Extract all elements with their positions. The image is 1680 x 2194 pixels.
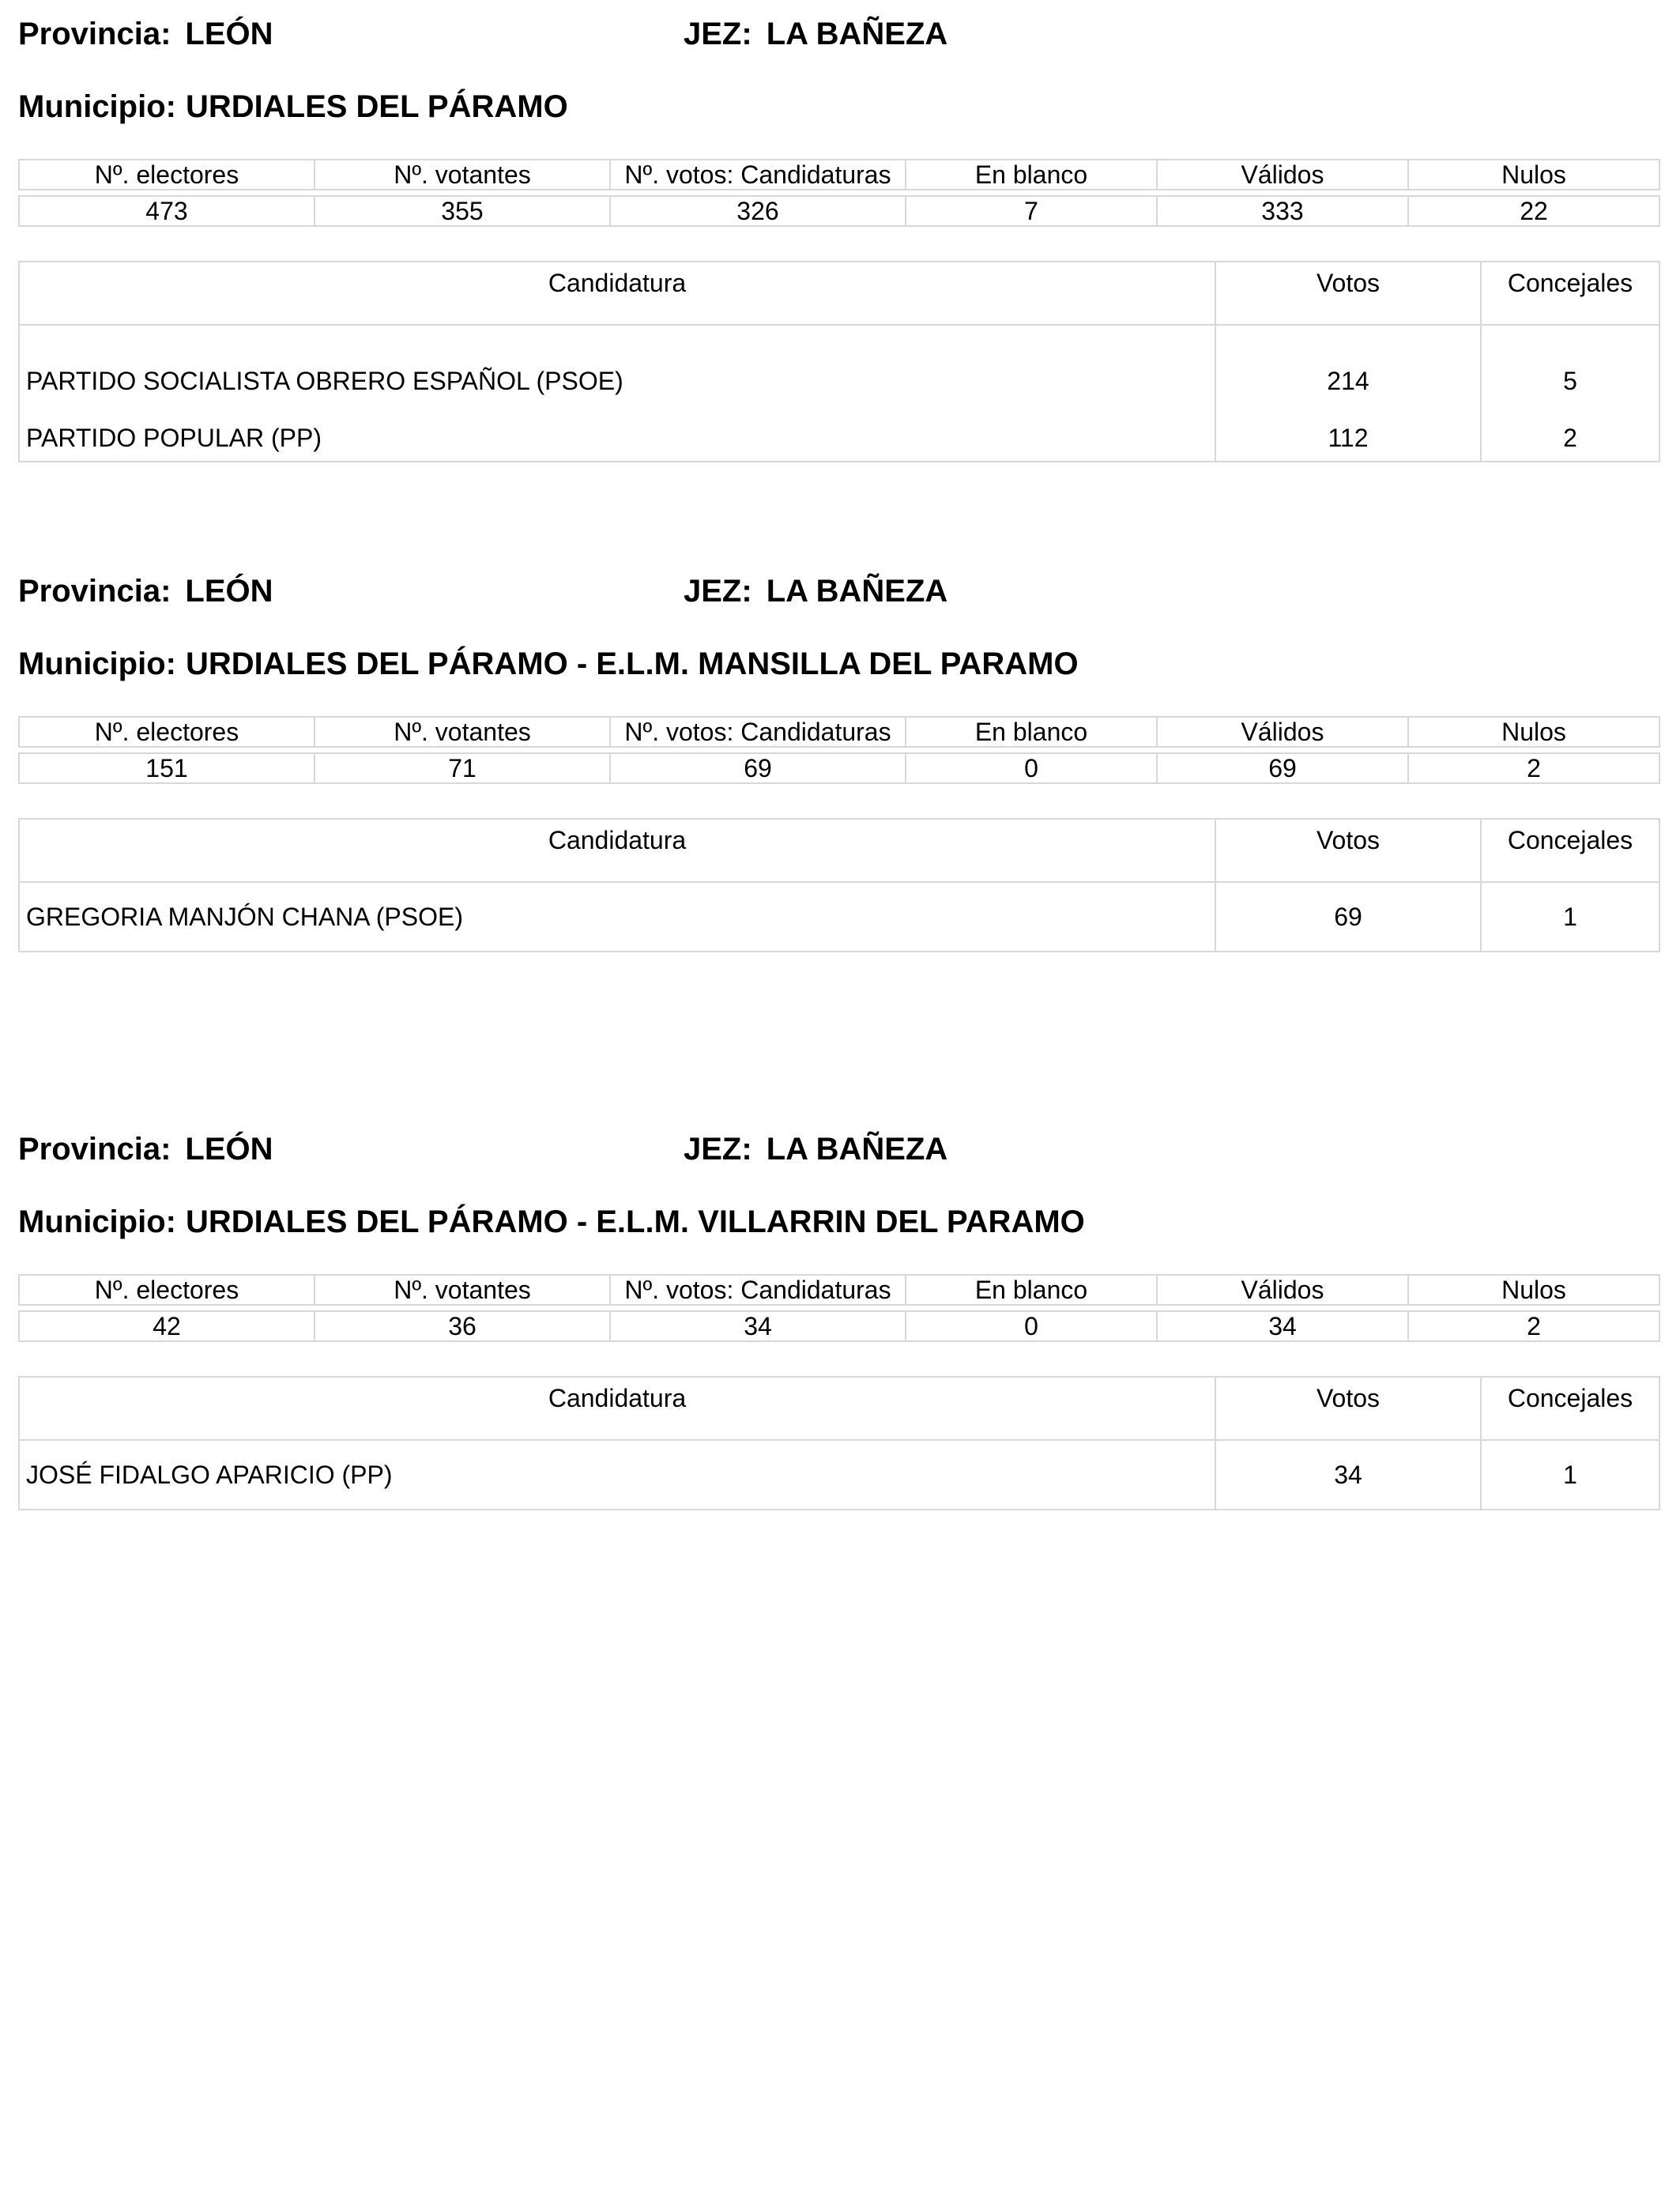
candidatura-row bbox=[19, 882, 1659, 952]
provincia-line bbox=[18, 16, 273, 52]
candidaturas-table bbox=[18, 818, 1660, 952]
provincia-label: Provincia: bbox=[18, 1132, 171, 1167]
stats-header-electores: Nº. electores bbox=[19, 717, 315, 747]
section-2 bbox=[18, 573, 1659, 968]
stats-header-validos: Válidos bbox=[1157, 717, 1408, 747]
jez-value: LA BAÑEZA bbox=[766, 574, 948, 609]
candidatura-name: PARTIDO POPULAR (PP) bbox=[19, 415, 1215, 462]
municipio-label: Municipio: bbox=[18, 647, 176, 681]
municipio-line bbox=[18, 1204, 1085, 1240]
candidatura-concejales: 2 bbox=[1481, 415, 1659, 462]
stats-table bbox=[18, 1274, 1660, 1342]
stats-value-votantes: 355 bbox=[315, 196, 610, 226]
municipio-value: URDIALES DEL PÁRAMO - E.L.M. VILLARRIN DEL PARAMO bbox=[185, 1204, 1085, 1239]
stats-value-validos: 333 bbox=[1157, 196, 1408, 226]
municipio-value: URDIALES DEL PÁRAMO - E.L.M. MANSILLA DEL PARAMO bbox=[185, 647, 1079, 681]
provincia-value: LEÓN bbox=[185, 17, 273, 51]
votos-header: Votos bbox=[1215, 819, 1481, 882]
candidatura-name: JOSÉ FIDALGO APARICIO (PP) bbox=[19, 1440, 1215, 1510]
candidatura-concejales: 5 bbox=[1481, 325, 1659, 415]
candidatura-votos: 214 bbox=[1215, 325, 1481, 415]
candidatura-name: PARTIDO SOCIALISTA OBRERO ESPAÑOL (PSOE) bbox=[19, 325, 1215, 415]
stats-value-electores: 473 bbox=[19, 196, 315, 226]
jez-line bbox=[684, 573, 947, 609]
stats-table bbox=[18, 716, 1660, 784]
stats-gap bbox=[19, 1305, 1659, 1311]
candidatura-concejales: 1 bbox=[1481, 1440, 1659, 1510]
stats-header-votantes: Nº. votantes bbox=[315, 160, 610, 190]
candidatura-row bbox=[19, 1440, 1659, 1510]
stats-gap bbox=[19, 747, 1659, 753]
section-3 bbox=[18, 1131, 1659, 1526]
provincia-value: LEÓN bbox=[185, 1132, 273, 1167]
stats-value-validos: 34 bbox=[1157, 1311, 1408, 1341]
jez-value: LA BAÑEZA bbox=[766, 17, 948, 51]
stats-header-en-blanco: En blanco bbox=[906, 717, 1157, 747]
candidatura-row bbox=[19, 325, 1659, 415]
stats-header-electores: Nº. electores bbox=[19, 160, 315, 190]
candidaturas-header-row bbox=[19, 262, 1659, 325]
stats-header-votos-candidaturas: Nº. votos: Candidaturas bbox=[610, 717, 906, 747]
section-1 bbox=[18, 16, 1659, 466]
stats-header-nulos: Nulos bbox=[1408, 717, 1659, 747]
provincia-label: Provincia: bbox=[18, 574, 171, 609]
municipio-label: Municipio: bbox=[18, 89, 176, 124]
candidatura-name: GREGORIA MANJÓN CHANA (PSOE) bbox=[19, 882, 1215, 952]
concejales-header: Concejales bbox=[1481, 262, 1659, 325]
stats-header-votos-candidaturas: Nº. votos: Candidaturas bbox=[610, 1275, 906, 1305]
municipio-line bbox=[18, 646, 1079, 682]
stats-value-en-blanco: 7 bbox=[906, 196, 1157, 226]
provincia-label: Provincia: bbox=[18, 17, 171, 51]
candidatura-concejales: 1 bbox=[1481, 882, 1659, 952]
stats-value-row bbox=[19, 196, 1659, 226]
candidatura-votos: 69 bbox=[1215, 882, 1481, 952]
stats-header-row bbox=[19, 160, 1659, 190]
concejales-header: Concejales bbox=[1481, 819, 1659, 882]
stats-header-nulos: Nulos bbox=[1408, 1275, 1659, 1305]
candidatura-row bbox=[19, 415, 1659, 462]
stats-gap bbox=[19, 190, 1659, 196]
stats-value-electores: 42 bbox=[19, 1311, 315, 1341]
stats-value-nulos: 2 bbox=[1408, 1311, 1659, 1341]
stats-value-row bbox=[19, 1311, 1659, 1341]
stats-value-validos: 69 bbox=[1157, 753, 1408, 783]
provincia-value: LEÓN bbox=[185, 574, 273, 609]
stats-value-nulos: 22 bbox=[1408, 196, 1659, 226]
stats-header-en-blanco: En blanco bbox=[906, 1275, 1157, 1305]
jez-label: JEZ: bbox=[684, 17, 752, 51]
stats-header-row bbox=[19, 1275, 1659, 1305]
jez-value: LA BAÑEZA bbox=[766, 1132, 948, 1167]
stats-value-en-blanco: 0 bbox=[906, 1311, 1157, 1341]
candidaturas-table bbox=[18, 1376, 1660, 1510]
stats-header-validos: Válidos bbox=[1157, 160, 1408, 190]
jez-line bbox=[684, 16, 947, 52]
candidatura-header: Candidatura bbox=[19, 262, 1215, 325]
stats-value-row bbox=[19, 753, 1659, 783]
concejales-header: Concejales bbox=[1481, 1377, 1659, 1440]
stats-header-nulos: Nulos bbox=[1408, 160, 1659, 190]
stats-header-electores: Nº. electores bbox=[19, 1275, 315, 1305]
stats-value-votantes: 71 bbox=[315, 753, 610, 783]
stats-value-votantes: 36 bbox=[315, 1311, 610, 1341]
stats-header-votantes: Nº. votantes bbox=[315, 717, 610, 747]
stats-header-en-blanco: En blanco bbox=[906, 160, 1157, 190]
candidatura-votos: 34 bbox=[1215, 1440, 1481, 1510]
candidaturas-header-row bbox=[19, 819, 1659, 882]
stats-value-votos-candidaturas: 34 bbox=[610, 1311, 906, 1341]
candidatura-header: Candidatura bbox=[19, 819, 1215, 882]
municipio-label: Municipio: bbox=[18, 1204, 176, 1239]
votos-header: Votos bbox=[1215, 262, 1481, 325]
candidaturas-table bbox=[18, 261, 1660, 462]
jez-label: JEZ: bbox=[684, 1132, 752, 1167]
stats-header-row bbox=[19, 717, 1659, 747]
jez-label: JEZ: bbox=[684, 574, 752, 609]
stats-value-en-blanco: 0 bbox=[906, 753, 1157, 783]
stats-table bbox=[18, 159, 1660, 227]
provincia-line bbox=[18, 573, 273, 609]
stats-value-votos-candidaturas: 326 bbox=[610, 196, 906, 226]
candidatura-votos: 112 bbox=[1215, 415, 1481, 462]
stats-value-nulos: 2 bbox=[1408, 753, 1659, 783]
candidaturas-header-row bbox=[19, 1377, 1659, 1440]
municipio-line bbox=[18, 89, 568, 125]
provincia-line bbox=[18, 1131, 273, 1167]
municipio-value: URDIALES DEL PÁRAMO bbox=[185, 89, 568, 124]
votos-header: Votos bbox=[1215, 1377, 1481, 1440]
stats-header-votantes: Nº. votantes bbox=[315, 1275, 610, 1305]
stats-header-votos-candidaturas: Nº. votos: Candidaturas bbox=[610, 160, 906, 190]
stats-value-votos-candidaturas: 69 bbox=[610, 753, 906, 783]
stats-value-electores: 151 bbox=[19, 753, 315, 783]
jez-line bbox=[684, 1131, 947, 1167]
candidatura-header: Candidatura bbox=[19, 1377, 1215, 1440]
stats-header-validos: Válidos bbox=[1157, 1275, 1408, 1305]
